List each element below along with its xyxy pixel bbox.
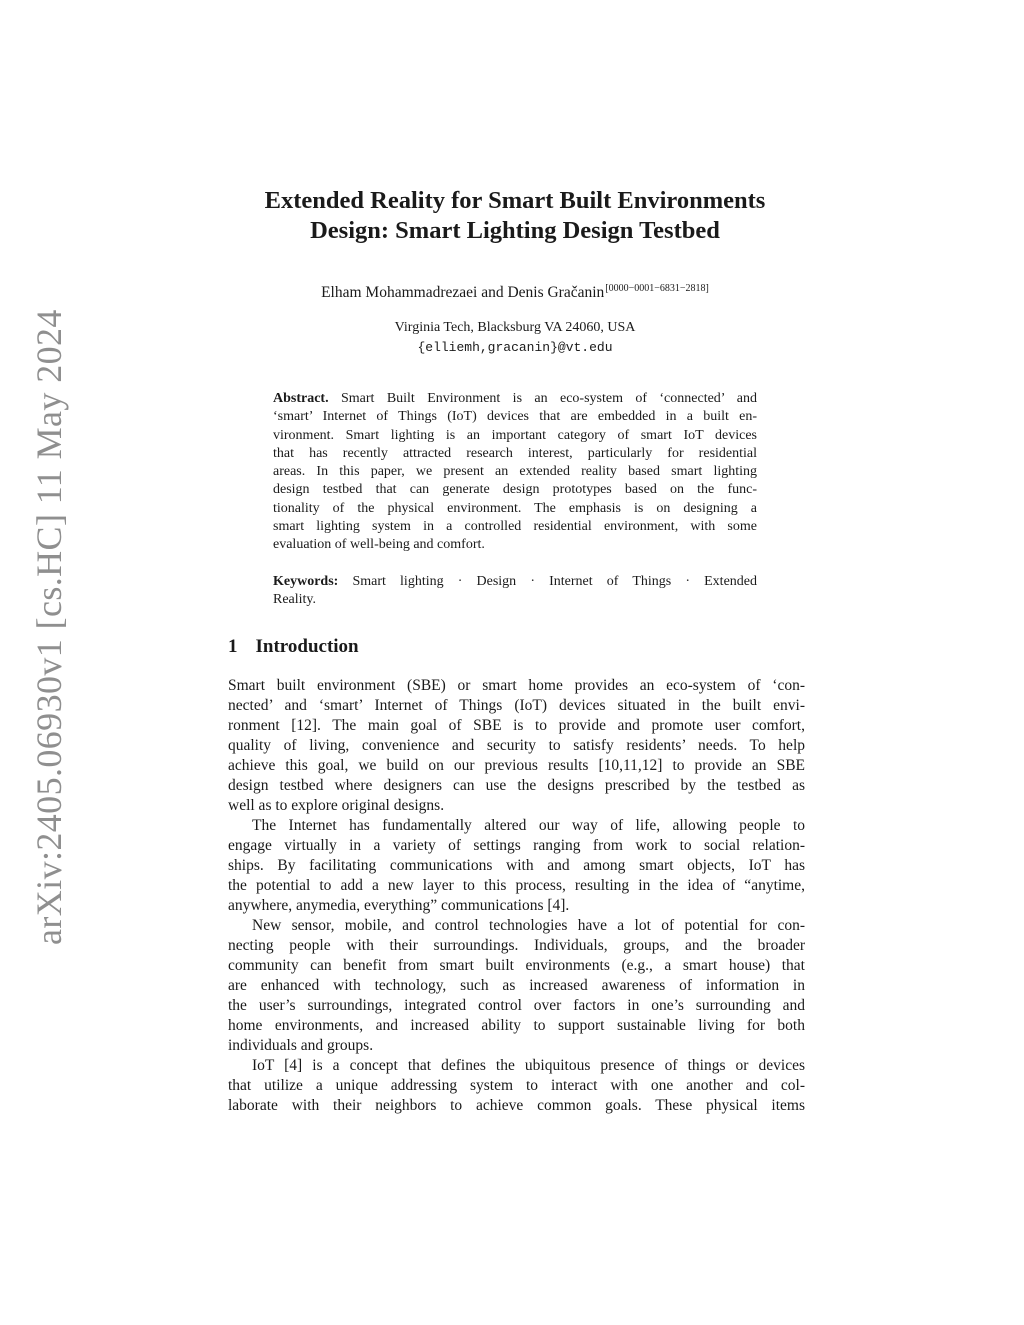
abstract-label: Abstract.	[273, 391, 329, 406]
institution: Virginia Tech, Blacksburg VA 24060, USA	[394, 320, 636, 335]
abstract-line: that has recently attracted research interest, particularly for residential	[273, 445, 757, 461]
abstract-line: Abstract. Smart Built Environment is an eco-system of ‘connected’ and	[273, 391, 757, 406]
paragraph-line: necting people with their surroundings. Individuals, groups, and the broader	[228, 937, 805, 954]
keywords-line: Reality.	[273, 592, 317, 608]
abstract	[273, 390, 757, 555]
abstract-line: tionality of the physical environment. The emphasis is on designing a	[273, 500, 757, 516]
keywords	[273, 573, 757, 610]
paragraph-line: engage virtually in a variety of settings ranging from work to social relation-	[228, 837, 805, 854]
paragraph-line: Smart built environment (SBE) or smart home provides an eco-system of ‘con-	[228, 677, 805, 694]
paragraph-line: design testbed where designers can use the designs prescribed by the testbed as	[228, 777, 805, 794]
author-list	[150, 283, 880, 302]
paragraph-line: ships. By facilitating communications with and among smart objects, IoT has	[228, 857, 805, 874]
author-names: Elham Mohammadrezaei and Denis Gračanin	[321, 284, 605, 301]
paragraph-line: the potential to add a new layer to this process, resulting in the idea of “anytime,	[228, 877, 805, 894]
paragraph-line: community can benefit from smart built environments (e.g., a smart house) that	[228, 957, 805, 974]
title-line-1: Extended Reality for Smart Built Environments	[264, 187, 766, 214]
orcid-identifier: [0000−0001−6831−2818]	[605, 283, 709, 294]
title-line-2: Design: Smart Lighting Design Testbed	[310, 217, 720, 244]
arxiv-identifier-stamp: arXiv:2405.06930v1 [cs.HC] 11 May 2024	[29, 309, 69, 945]
paragraph-line: individuals and groups.	[228, 1037, 374, 1054]
paragraph-line: home environments, and increased ability to support sustainable living for both	[228, 1017, 805, 1034]
paragraph-3	[228, 916, 805, 1056]
keywords-label: Keywords:	[273, 574, 339, 589]
abstract-line: design testbed that can generate design prototypes based on the func-	[273, 482, 757, 498]
paragraph-line: The Internet has fundamentally altered our way of life, allowing people to	[252, 817, 805, 834]
section-title: Introduction	[255, 636, 359, 657]
paragraph-line: that utilize a unique addressing system to interact with one another and col-	[228, 1077, 805, 1094]
paragraph-line: quality of living, convenience and security to satisfy residents’ needs. To help	[228, 737, 805, 754]
paragraph-line: New sensor, mobile, and control technologies have a lot of potential for con-	[252, 917, 805, 934]
paragraph-2	[228, 816, 805, 916]
paragraph-line: the user’s surroundings, integrated control over factors in one’s surrounding and	[228, 997, 805, 1014]
abstract-line: vironment. Smart lighting is an important category of smart IoT devices	[273, 427, 757, 443]
section-heading	[228, 636, 359, 658]
abstract-line: ‘smart’ Internet of Things (IoT) devices that are embedded in a built en-	[273, 409, 757, 425]
paragraph-line: anywhere, anymedia, everything” communications [4].	[228, 897, 570, 914]
affiliation-block	[150, 318, 880, 358]
paragraph-line: ronment [12]. The main goal of SBE is to provide and promote user comfort,	[228, 717, 805, 734]
paragraph-line: are enhanced with technology, such as increased awareness of information in	[228, 977, 805, 994]
email-address: {elliemh,gracanin}@vt.edu	[417, 340, 613, 355]
paragraph-line: well as to explore original designs.	[228, 797, 445, 814]
abstract-line: areas. In this paper, we present an extended reality based smart lighting	[273, 464, 757, 480]
paragraph-1	[228, 676, 805, 816]
paragraph-line: IoT [4] is a concept that defines the ubiquitous presence of things or devices	[252, 1057, 805, 1074]
abstract-line: smart lighting system in a controlled residential environment, with some	[273, 519, 757, 535]
paragraph-line: laborate with their neighbors to achieve common goals. These physical items	[228, 1097, 805, 1114]
section-number: 1	[228, 636, 238, 657]
abstract-line: evaluation of well-being and comfort.	[273, 537, 485, 553]
paper-title	[150, 186, 880, 246]
paragraph-line: achieve this goal, we build on our previous results [10,11,12] to provide an SBE	[228, 757, 805, 774]
paragraph-4	[228, 1056, 805, 1116]
keywords-line: Keywords: Smart lighting · Design · Internet of Things · Extended	[273, 574, 757, 589]
paragraph-line: nected’ and ‘smart’ Internet of Things (IoT) devices situated in the built envi-	[228, 697, 805, 714]
